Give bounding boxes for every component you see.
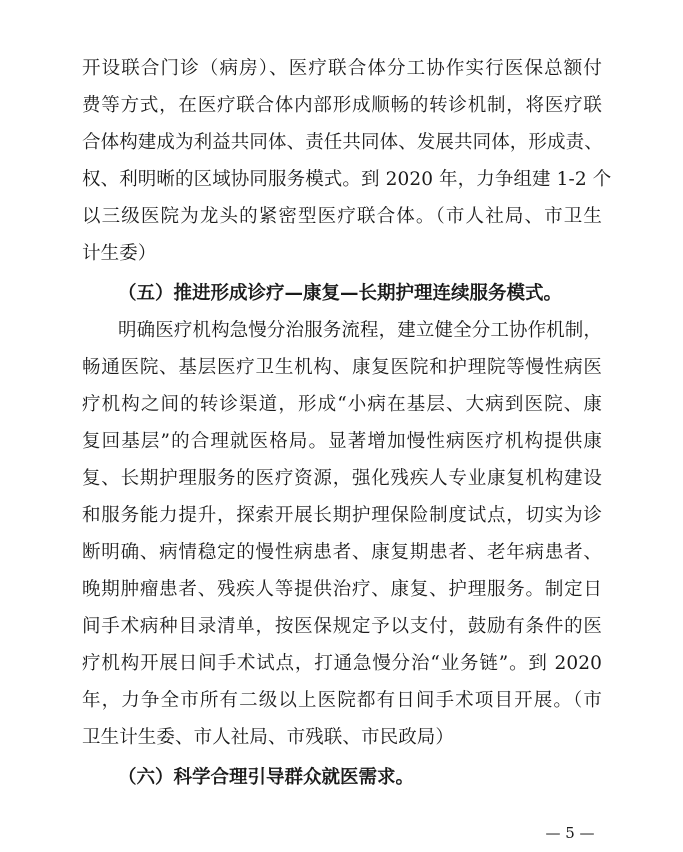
- paragraph-line: 权、利明晰的区域协同服务模式。到 2020 年，力争组建 1-2 个: [82, 169, 612, 190]
- paragraph-line: 以三级医院为龙头的紧密型医疗联合体。（市人社局、市卫生: [82, 206, 602, 227]
- paragraph-line: 计生委）: [82, 243, 157, 264]
- paragraph-line: 费等方式，在医疗联合体内部形成顺畅的转诊机制，将医疗联: [82, 95, 602, 116]
- paragraph-line: 卫生计生委、市人社局、市残联、市民政局）: [82, 727, 455, 748]
- paragraph-line: 明确医疗机构急慢分治服务流程，建立健全分工协作机制，: [118, 320, 602, 341]
- paragraph-line: 疗机构开展日间手术试点，打通急慢分治“业务链”。到 2020: [82, 653, 602, 674]
- paragraph-line: 复回基层”的合理就医格局。显著增加慢性病医疗机构提供康: [82, 431, 602, 452]
- paragraph-line: 断明确、病情稳定的慢性病患者、康复期患者、老年病患者、: [82, 542, 602, 563]
- section-heading: （五）推进形成诊疗—康复—长期护理连续服务模式。: [118, 283, 563, 304]
- paragraph-line: 畅通医院、基层医疗卫生机构、康复医院和护理院等慢性病医: [82, 357, 602, 378]
- paragraph-line: 复、长期护理服务的医疗资源，强化残疾人专业康复机构建设: [82, 468, 602, 489]
- paragraph-line: 间手术病种目录清单，按医保规定予以支付，鼓励有条件的医: [82, 616, 602, 637]
- paragraph-line: 和服务能力提升，探索开展长期护理保险制度试点，切实为诊: [82, 505, 602, 526]
- paragraph-line: 晚期肿瘤患者、残疾人等提供治疗、康复、护理服务。制定日: [82, 579, 602, 600]
- page-number: — 5 —: [545, 824, 595, 842]
- paragraph-line: 疗机构之间的转诊渠道，形成“小病在基层、大病到医院、康: [82, 394, 602, 415]
- paragraph-line: 开设联合门诊（病房）、医疗联合体分工协作实行医保总额付: [82, 58, 602, 79]
- paragraph-line: 合体构建成为利益共同体、责任共同体、发展共同体，形成责、: [82, 132, 603, 153]
- paragraph-line: 年，力争全市所有二级以上医院都有日间手术项目开展。（市: [82, 690, 602, 711]
- section-heading: （六）科学合理引导群众就医需求。: [118, 767, 415, 788]
